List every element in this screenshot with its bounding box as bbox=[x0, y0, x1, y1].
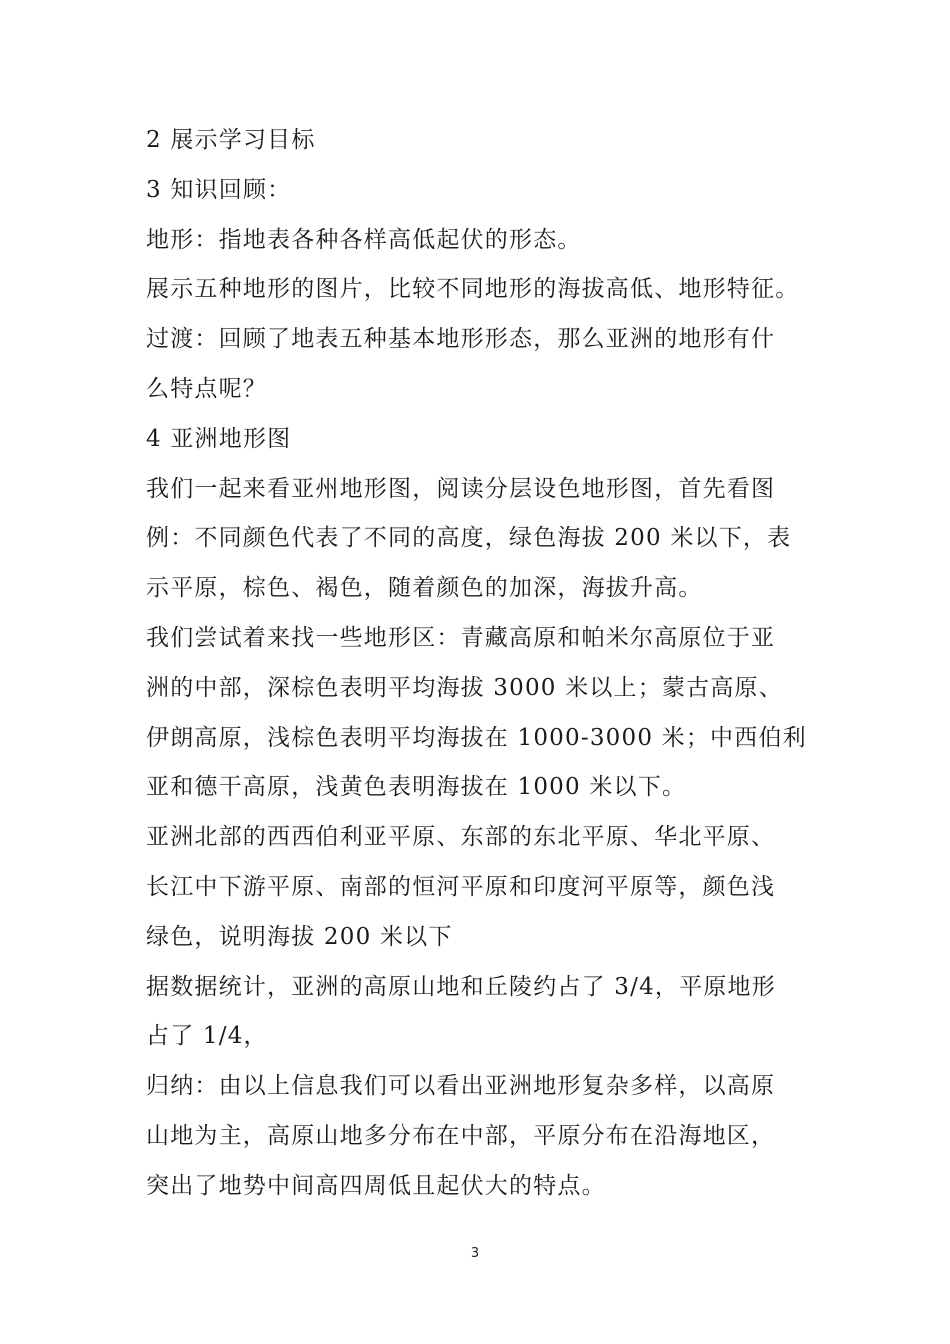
text-line: 么特点呢？ bbox=[146, 375, 267, 402]
page-number: 3 bbox=[470, 1246, 480, 1261]
text-line: 绿色，说明海拔 200 米以下 bbox=[146, 923, 453, 950]
text-line: 我们一起来看亚州地形图，阅读分层设色地形图，首先看图 bbox=[146, 475, 776, 502]
text-line: 例：不同颜色代表了不同的高度，绿色海拔 200 米以下，表 bbox=[146, 525, 792, 552]
text-line: 3 知识回顾： bbox=[146, 176, 292, 203]
text-line: 地形：指地表各种各样高低起伏的形态。 bbox=[146, 226, 582, 253]
text-line: 突出了地势中间高四周低且起伏大的特点。 bbox=[146, 1172, 606, 1199]
text-line: 山地为主，高原山地多分布在中部，平原分布在沿海地区， bbox=[146, 1122, 776, 1149]
text-line: 4 亚洲地形图 bbox=[146, 425, 292, 452]
text-line: 占了 1/4， bbox=[146, 1023, 268, 1050]
text-line: 我们尝试着来找一些地形区：青藏高原和帕米尔高原位于亚 bbox=[146, 624, 776, 651]
text-line: 2 展示学习目标 bbox=[146, 127, 316, 153]
text-line: 据数据统计，亚洲的高原山地和丘陵约占了 3/4，平原地形 bbox=[146, 973, 776, 1000]
text-line: 示平原，棕色、褐色，随着颜色的加深，海拔升高。 bbox=[146, 575, 703, 602]
text-line: 过渡：回顾了地表五种基本地形形态，那么亚洲的地形有什 bbox=[146, 326, 776, 353]
text-line: 伊朗高原，浅棕色表明平均海拔在 1000-3000 米；中西伯利 bbox=[146, 724, 807, 751]
text-line: 亚洲北部的西西伯利亚平原、东部的东北平原、华北平原、 bbox=[146, 824, 776, 851]
text-line: 归纳：由以上信息我们可以看出亚洲地形复杂多样，以高原 bbox=[146, 1073, 776, 1100]
text-line: 长江中下游平原、南部的恒河平原和印度河平原等，颜色浅 bbox=[146, 873, 776, 900]
text-line: 展示五种地形的图片，比较不同地形的海拔高低、地形特征。 bbox=[146, 276, 800, 303]
document-body bbox=[146, 116, 814, 1212]
text-line: 洲的中部，深棕色表明平均海拔 3000 米以上；蒙古高原、 bbox=[146, 674, 783, 701]
text-line: 亚和德干高原，浅黄色表明海拔在 1000 米以下。 bbox=[146, 774, 687, 801]
